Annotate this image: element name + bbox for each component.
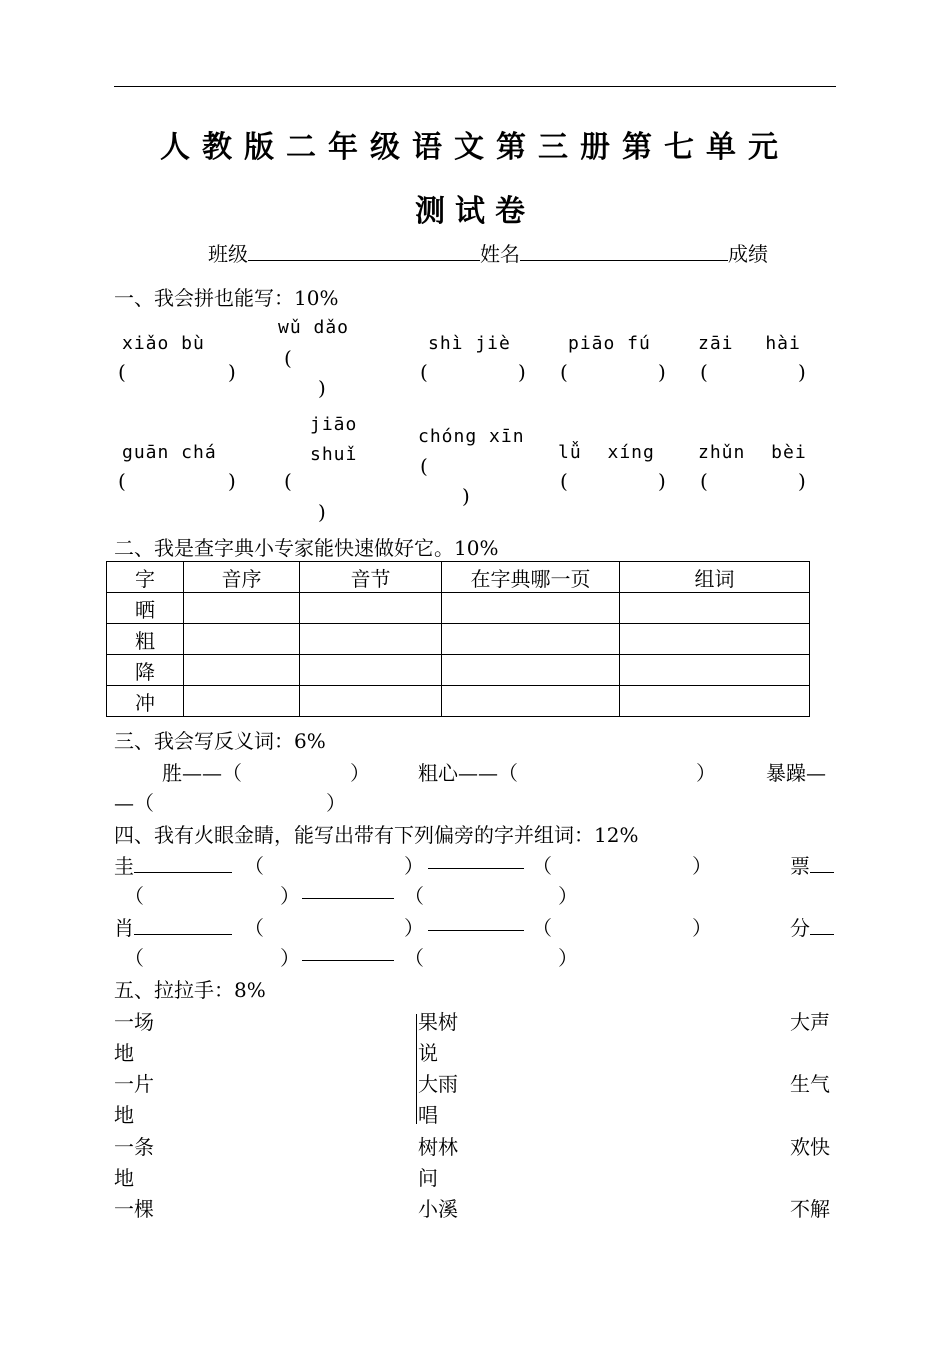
answer-rp: ） bbox=[326, 791, 346, 815]
answer-lp: ( bbox=[560, 469, 568, 493]
answer-blank[interactable] bbox=[302, 942, 394, 961]
answer-cell[interactable] bbox=[300, 624, 442, 655]
radical-row bbox=[790, 850, 834, 879]
answer-lp: ( bbox=[700, 469, 708, 493]
right-word: 不解 bbox=[790, 1197, 830, 1221]
left-word: 地 bbox=[114, 1041, 134, 1065]
col-header: 音序 bbox=[184, 562, 300, 593]
answer-lp: （ bbox=[404, 884, 424, 908]
dictionary-table bbox=[106, 561, 810, 717]
answer-rp: ) bbox=[462, 484, 470, 508]
blank-wrap bbox=[302, 942, 394, 966]
answer-cell[interactable] bbox=[184, 593, 300, 624]
answer-blank[interactable] bbox=[810, 916, 834, 935]
page-subtitle: 测试卷 bbox=[415, 194, 535, 229]
mid-word: 树林 bbox=[418, 1135, 458, 1159]
section1-heading: 一、我会拼也能写：10% bbox=[114, 286, 339, 310]
answer-blank[interactable] bbox=[428, 912, 524, 931]
answer-lp: （ bbox=[244, 916, 264, 940]
answer-cell[interactable] bbox=[620, 686, 810, 717]
radical-row bbox=[790, 912, 834, 941]
top-rule bbox=[114, 86, 836, 87]
answer-lp: ( bbox=[284, 469, 292, 493]
radical: 票 bbox=[790, 854, 810, 878]
radical: 分 bbox=[790, 916, 810, 940]
answer-lp: （ bbox=[532, 854, 552, 878]
answer-lp: （ bbox=[124, 884, 144, 908]
left-word: 一条 bbox=[114, 1135, 154, 1159]
col-header: 在字典哪一页 bbox=[442, 562, 620, 593]
answer-rp: ) bbox=[798, 469, 806, 493]
answer-rp: ) bbox=[318, 376, 326, 400]
answer-lp: （ bbox=[244, 854, 264, 878]
left-word: 地 bbox=[114, 1166, 134, 1190]
pinyin-item: piāo fú bbox=[568, 333, 651, 354]
score-label: 成绩 bbox=[728, 242, 768, 266]
blank-wrap bbox=[428, 850, 524, 874]
char-cell: 降 bbox=[107, 655, 184, 686]
answer-cell[interactable] bbox=[442, 655, 620, 686]
answer-lp: ( bbox=[118, 469, 126, 493]
right-word: 生气 bbox=[790, 1072, 830, 1096]
left-word: 一场 bbox=[114, 1010, 154, 1034]
col-header: 字 bbox=[107, 562, 184, 593]
answer-blank[interactable] bbox=[428, 850, 524, 869]
name-blank[interactable] bbox=[520, 242, 728, 261]
answer-lp: ( bbox=[118, 360, 126, 384]
answer-cell[interactable] bbox=[620, 624, 810, 655]
answer-cell[interactable] bbox=[184, 624, 300, 655]
table-row bbox=[107, 655, 810, 686]
answer-rp: ） bbox=[280, 884, 300, 908]
pinyin-item: wǔ dǎo bbox=[278, 317, 350, 338]
answer-blank[interactable] bbox=[810, 854, 834, 873]
answer-cell[interactable] bbox=[300, 655, 442, 686]
answer-cell[interactable] bbox=[442, 686, 620, 717]
answer-rp: ) bbox=[318, 500, 326, 524]
section2-heading: 二、我是查字典小专家能快速做好它。10% bbox=[114, 536, 499, 560]
mid-word: 说 bbox=[418, 1041, 438, 1065]
col-header: 组词 bbox=[620, 562, 810, 593]
answer-lp: ( bbox=[560, 360, 568, 384]
pinyin-item: guān chá bbox=[122, 442, 217, 463]
class-blank[interactable] bbox=[248, 242, 480, 261]
answer-cell[interactable] bbox=[620, 655, 810, 686]
radical-row bbox=[114, 850, 232, 879]
answer-blank[interactable] bbox=[134, 916, 232, 935]
pinyin-item: lǚ xíng bbox=[558, 442, 655, 463]
mid-word: 唱 bbox=[418, 1103, 438, 1127]
blank-wrap bbox=[302, 880, 394, 904]
answer-lp: （ bbox=[124, 946, 144, 970]
info-line bbox=[208, 238, 768, 267]
pinyin-item: zāi hài bbox=[698, 333, 801, 354]
char-cell: 粗 bbox=[107, 624, 184, 655]
answer-lp: ( bbox=[420, 454, 428, 478]
pinyin-item: zhǔn bèi bbox=[698, 442, 807, 463]
name-label: 姓名 bbox=[480, 242, 520, 266]
class-label: 班级 bbox=[208, 242, 248, 266]
answer-rp: ） bbox=[280, 946, 300, 970]
answer-rp: ） bbox=[558, 946, 578, 970]
answer-rp: ) bbox=[228, 360, 236, 384]
mid-word: 大雨 bbox=[418, 1072, 458, 1096]
pinyin-item: jiāo shuǐ bbox=[310, 414, 358, 465]
antonym-word: 粗心——（ bbox=[418, 761, 518, 785]
answer-cell[interactable] bbox=[300, 686, 442, 717]
right-word: 大声 bbox=[790, 1010, 830, 1034]
answer-cell[interactable] bbox=[442, 624, 620, 655]
answer-rp: ) bbox=[228, 469, 236, 493]
answer-rp: ） bbox=[696, 761, 716, 785]
left-word: 一棵 bbox=[114, 1197, 154, 1221]
answer-blank[interactable] bbox=[302, 880, 394, 899]
answer-rp: ） bbox=[692, 854, 712, 878]
right-word: 欢快 bbox=[790, 1135, 830, 1159]
antonym-word: 胜——（ bbox=[162, 761, 242, 785]
answer-cell[interactable] bbox=[442, 593, 620, 624]
pinyin-item: xiǎo bù bbox=[122, 333, 205, 354]
answer-rp: ） bbox=[558, 884, 578, 908]
section3-heading: 三、我会写反义词：6% bbox=[114, 729, 326, 753]
answer-rp: ) bbox=[658, 469, 666, 493]
col-header: 音节 bbox=[300, 562, 442, 593]
answer-rp: ） bbox=[404, 854, 424, 878]
answer-rp: ) bbox=[798, 360, 806, 384]
answer-rp: ) bbox=[518, 360, 526, 384]
answer-blank[interactable] bbox=[134, 854, 232, 873]
table-row bbox=[107, 624, 810, 655]
answer-lp: ( bbox=[420, 360, 428, 384]
divider-line bbox=[416, 1014, 417, 1124]
antonym-cont: —（ bbox=[114, 791, 154, 815]
mid-word: 果树 bbox=[418, 1010, 458, 1034]
left-word: 地 bbox=[114, 1103, 134, 1127]
answer-cell[interactable] bbox=[300, 593, 442, 624]
section4-heading: 四、我有火眼金睛，能写出带有下列偏旁的字并组词：12% bbox=[114, 823, 639, 847]
answer-cell[interactable] bbox=[184, 655, 300, 686]
answer-rp: ) bbox=[658, 360, 666, 384]
antonym-word: 暴躁— bbox=[766, 761, 826, 785]
char-cell: 晒 bbox=[107, 593, 184, 624]
char-cell: 冲 bbox=[107, 686, 184, 717]
mid-word: 问 bbox=[418, 1166, 438, 1190]
section5-heading: 五、拉拉手：8% bbox=[114, 978, 266, 1002]
radical: 肖 bbox=[114, 916, 134, 940]
pinyin-item: shì jiè bbox=[428, 333, 511, 354]
answer-lp: ( bbox=[700, 360, 708, 384]
answer-rp: ） bbox=[692, 916, 712, 940]
mid-word: 小溪 bbox=[418, 1197, 458, 1221]
answer-lp: （ bbox=[404, 946, 424, 970]
answer-lp: （ bbox=[532, 916, 552, 940]
answer-cell[interactable] bbox=[184, 686, 300, 717]
radical: 圭 bbox=[114, 854, 134, 878]
answer-cell[interactable] bbox=[620, 593, 810, 624]
radical-row bbox=[114, 912, 232, 941]
table-header-row bbox=[107, 562, 810, 593]
table-row bbox=[107, 593, 810, 624]
answer-lp: ( bbox=[284, 346, 292, 370]
table-row bbox=[107, 686, 810, 717]
left-word: 一片 bbox=[114, 1072, 154, 1096]
answer-rp: ） bbox=[404, 916, 424, 940]
page-title: 人教版二年级语文第三册第七单元 bbox=[160, 130, 790, 165]
pinyin-item: chóng xīn bbox=[418, 426, 525, 447]
answer-rp: ） bbox=[350, 761, 370, 785]
blank-wrap bbox=[428, 912, 524, 936]
